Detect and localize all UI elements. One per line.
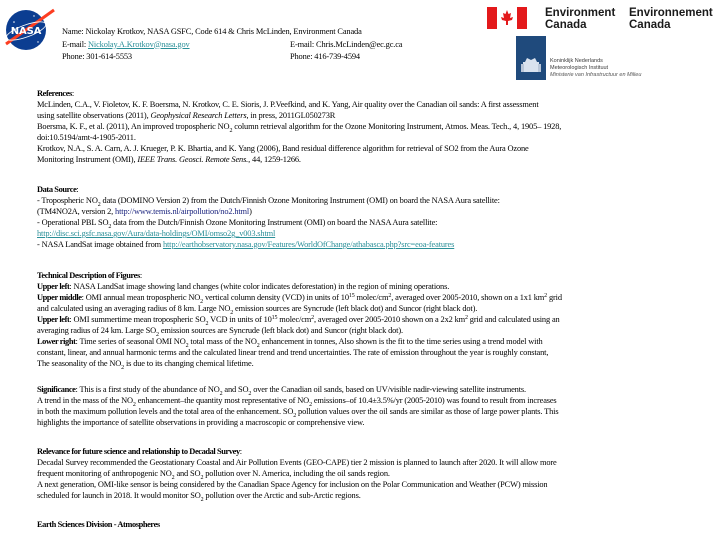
upper-left-text: : NASA LandSat image showing land changes (white color indicates deforestation) in the region of mining operations. <box>69 282 450 291</box>
significance-section <box>37 384 717 428</box>
um-text-a: : OMI annual mean tropospheric NO <box>81 293 201 302</box>
subscript: 2 <box>132 402 136 408</box>
tech-upper-middle-cont <box>37 303 717 314</box>
ref1-text-c: , in press, 2011GL050273R <box>246 111 336 120</box>
colon: : <box>76 185 79 194</box>
sig-text-e: enhancement–the quantity most representative of NO <box>135 396 310 405</box>
references-section <box>37 88 717 165</box>
lower-right-label: Lower right <box>37 337 76 346</box>
superscript: 2 <box>311 315 314 321</box>
sig-text-h: pollution values over the oil sands are similar as those of large power plants. This <box>296 407 559 416</box>
subscript: 2 <box>200 475 204 481</box>
mclinden-phone: Phone: 416-739-4594 <box>290 52 360 61</box>
upper-middle-label: Upper middle <box>37 293 82 302</box>
lr-text-f: is due to its changing chemical lifetime. <box>124 359 254 368</box>
rel-text-d: pollution over N. America, including the oil sands region. <box>203 469 390 478</box>
subscript: 2 <box>309 402 312 408</box>
ds2-text-b: data from the Dutch/Finnish Ozone Monitoring Instrument (OMI) on board the NASA Aura satellite: <box>111 218 438 227</box>
tech-upper-left <box>37 281 717 292</box>
footer <box>37 519 717 530</box>
ul2-text-f: averaging radius of 24 km. Large SO <box>37 326 157 335</box>
colon: : <box>239 447 242 456</box>
subscript: 2 <box>229 128 233 134</box>
relevance-line-4 <box>37 490 717 501</box>
sig-text-d: A trend in the mass of the NO <box>37 396 133 405</box>
um-text-b: vertical column density (VCD) in units of 10 <box>203 293 349 302</box>
ul2-text-c: molec/cm <box>277 315 312 324</box>
data-source-section <box>37 184 717 250</box>
ref2-text-b: column retrieval algorithm for the Ozone Monitoring Instrument, Atmos. Meas. Tech., 4, 1905– 1928, <box>232 122 562 131</box>
relevance-section <box>37 446 717 501</box>
ec-fr-line2: Canada <box>629 19 671 31</box>
sig-text-c: over the Canadian oil sands, based on UV/visible nadir-viewing satellite instruments. <box>251 385 526 394</box>
knmi-crest-logo <box>516 36 546 80</box>
environment-canada-en <box>545 7 615 31</box>
superscript: 2 <box>465 315 468 321</box>
rel-text-g: pollution over the Arctic and sub-Arctic regions. <box>203 491 361 500</box>
reference-2 <box>37 121 717 132</box>
contact-name-line <box>62 26 362 39</box>
rel-text-f: scheduled for launch in 2018. It would monitor SO <box>37 491 201 500</box>
ul2-text-e: grid and calculated using an <box>467 315 560 324</box>
lr-text-c: enhancement in tonnes, Also shown is the fit to the time series using a trend model with <box>259 337 543 346</box>
knmi-line2: Meteorologisch Instituut <box>550 65 609 71</box>
subscript: 2 <box>200 299 204 305</box>
data-source-item-1 <box>37 195 717 206</box>
ref1-text: McLinden, C.A., V. Fioletov, K. F. Boersma, N. Krotkov, C. E. Sioris, J. P.Veefkind, and K. Yang, Air quality over the Canadian oil sands: A first assessment <box>37 100 539 109</box>
disc-omso2-link[interactable]: http://disc.sci.gsfc.nasa.gov/Aura/data-holdings/OMI/omso2g_v003.shtml <box>37 229 276 238</box>
ds1-text: - Tropospheric NO <box>37 196 98 205</box>
significance-line-3 <box>37 406 717 417</box>
um-text-e: grid <box>547 293 562 302</box>
ec-en-line1: Environment <box>545 7 616 19</box>
ref1-journal: Geophysical Research Letters <box>150 111 247 120</box>
colon: : <box>71 89 75 98</box>
um-text-f: and calculated using an averaging radius of 8 km. Large NO <box>37 304 231 313</box>
tech-lower-right <box>37 336 717 347</box>
relevance-line-1: Decadal Survey recommended the Geostationary Coastal and Air Pollution Events (GEO-CAPE) tier 2 mission is planned to launch after 2020. It will allow more <box>37 458 557 467</box>
data-source-heading: Data Source <box>37 185 77 194</box>
ec-en-line2: Canada <box>545 19 587 31</box>
ref3-text-c: , 44, 1259-1266. <box>248 155 301 164</box>
relevance-line-2 <box>37 468 717 479</box>
environnement-canada-fr <box>629 7 713 31</box>
temis-link[interactable]: http://www.temis.nl/airpollution/no2.html <box>115 207 250 216</box>
ds3-text: - NASA LandSat image obtained from <box>37 240 163 249</box>
upper-left-label: Upper left <box>37 282 70 291</box>
ds2-text: - Operational PBL SO <box>37 218 109 227</box>
email-label: E-mail: <box>62 39 87 49</box>
earthobservatory-link[interactable]: http://earthobservatory.nasa.gov/Features/WorldOfChange/athabasca.php?src=eoa-features <box>162 240 455 249</box>
krotkov-email-link[interactable]: Nickolay.A.Krotkov@nasa.gov <box>88 39 190 49</box>
tech-lower-right-cont: constant, linear, and annual harmonic terms and the calculated linear trend and trend uncertainties. The rate of emission throughout the year is roughly constant, <box>37 348 549 357</box>
ul2-text-a: : OMI summertime mean tropospheric SO <box>69 315 206 324</box>
superscript: 15 <box>348 293 355 299</box>
relevance-line-3: A next generation, OMI-like sensor is being considered by the Canadian Space Agency for inclusion on the Polar Communication and Weather (PCW) mission <box>37 480 548 489</box>
name-label: Name: <box>62 27 84 36</box>
um-text-c: molec/cm <box>354 293 389 302</box>
subscript: 2 <box>230 310 234 316</box>
svg-text:NASA: NASA <box>10 26 42 37</box>
ul2-text-b: VCD in units of 10 <box>208 315 272 324</box>
ref1-text-b: using satellite observations (2011), <box>37 111 151 120</box>
data-source-item-2-cont <box>37 228 717 239</box>
subscript: 2 <box>200 497 204 503</box>
ds1-text-d: ) <box>249 207 252 216</box>
tech-upper-left-2-cont <box>37 325 717 336</box>
subscript: 2 <box>121 365 125 371</box>
significance-line-1 <box>37 384 717 395</box>
reference-1-cont <box>37 110 717 121</box>
ds1-text-b: data (DOMINO Version 2) from the Dutch/Finnish Ozone Monitoring Instrument (OMI) on board the NASA Aura satellite: <box>100 196 500 205</box>
data-source-item-2 <box>37 217 717 228</box>
um-text-g: emission sources are Syncrude (left black dot) and Suncor (right black dot). <box>233 304 478 313</box>
subscript: 2 <box>219 391 223 397</box>
superscript: 15 <box>271 315 278 321</box>
canada-flag-icon <box>487 7 527 29</box>
subscript: 2 <box>156 332 159 338</box>
technical-description-section <box>37 270 717 369</box>
sig-text-f: emissions–of 10.4±3.5%/yr (2005-2010) was found to result from increases <box>311 396 557 405</box>
subscript: 2 <box>108 224 112 230</box>
ul2-text-g: emission sources are Syncrude (left black dot) and Suncor (right black dot). <box>158 326 403 335</box>
superscript: 2 <box>388 293 392 299</box>
references-heading: References <box>37 89 72 98</box>
subscript: 2 <box>293 413 297 419</box>
ref3-journal: IEEE Trans. Geosci. Remote Sens. <box>137 155 249 164</box>
ds1-text-c: (TM4NO2A, version 2, <box>37 207 116 216</box>
crown-icon <box>516 36 546 80</box>
mclinden-email: E-mail: Chris.McLinden@ec.gc.ca <box>290 39 403 49</box>
knmi-line1: Koninklijk Nederlands <box>550 58 603 64</box>
knmi-line3: Ministerie van Infrastructuur en Milieu <box>550 72 642 78</box>
subscript: 2 <box>256 343 260 349</box>
contact-right <box>290 39 402 64</box>
significance-label: Significance <box>37 385 76 394</box>
rel-text-b: frequent monitoring of anthropogenic NO <box>37 469 172 478</box>
data-source-item-3 <box>37 239 717 250</box>
sig-text-g: in both the maximum pollution levels and the total area of the enhancement. SO <box>37 407 294 416</box>
lr-text-b: total mass of the NO <box>188 337 257 346</box>
sig-text-b: and SO <box>222 385 249 394</box>
subscript: 2 <box>248 391 252 397</box>
upper-left-2-label: Upper left <box>37 315 70 324</box>
tech-lower-right-cont-2 <box>37 358 717 369</box>
data-source-item-1-cont <box>37 206 717 217</box>
ref3-text-b: Monitoring Instrument (OMI), <box>37 155 138 164</box>
technical-heading: Technical Description of Figures <box>37 271 140 280</box>
knmi-text <box>550 58 641 79</box>
superscript: 2 <box>544 293 548 299</box>
lr-text-e: The seasonality of the NO <box>37 359 122 368</box>
ref2-text: Boersma, K. F., et al. (2011), An improved tropospheric NO <box>37 122 230 131</box>
tech-upper-middle <box>37 292 717 303</box>
subscript: 2 <box>185 343 189 349</box>
colon: : <box>139 271 143 280</box>
krotkov-phone: Phone: 301-614-5553 <box>62 52 132 61</box>
reference-3: Krotkov, N.A., S. A. Carn, A. J. Krueger, P. K. Bhartia, and K. Yang (2006), Band residual difference algorithm for retrieval of SO2 from the Aura Ozone <box>37 144 529 153</box>
reference-1 <box>37 99 717 110</box>
relevance-heading: Relevance for future science and relationship to Decadal Survey <box>37 447 240 456</box>
subscript: 2 <box>171 475 175 481</box>
nasa-logo <box>4 4 60 54</box>
significance-line-2 <box>37 395 717 406</box>
reference-3-cont <box>37 154 717 165</box>
rel-text-c: and SO <box>174 469 201 478</box>
significance-line-4: highlights the importance of satellite observations in providing a macroscopic or comprehensive view. <box>37 418 365 427</box>
division-label: Earth Sciences Division - Atmospheres <box>37 520 160 529</box>
subscript: 2 <box>97 202 101 208</box>
lr-text-a: : Time series of seasonal OMI NO <box>75 337 186 346</box>
sig-text-a: : This is a first study of the abundance of NO <box>75 385 220 394</box>
ec-fr-line1: Environnement <box>629 7 713 19</box>
tech-upper-left-2 <box>37 314 717 325</box>
um-text-d: , averaged over 2005-2010, shown on a 1x1 km <box>391 293 545 302</box>
reference-2-cont: doi:10.5194/amt-4-1905-2011. <box>37 133 136 142</box>
contact-names: Nickolay Krotkov, NASA GSFC, Code 614 & Chris McLinden, Environment Canada <box>85 27 362 36</box>
ul2-text-d: , averaged over 2005-2010 shown on a 2x2 km <box>313 315 465 324</box>
subscript: 2 <box>205 321 209 327</box>
